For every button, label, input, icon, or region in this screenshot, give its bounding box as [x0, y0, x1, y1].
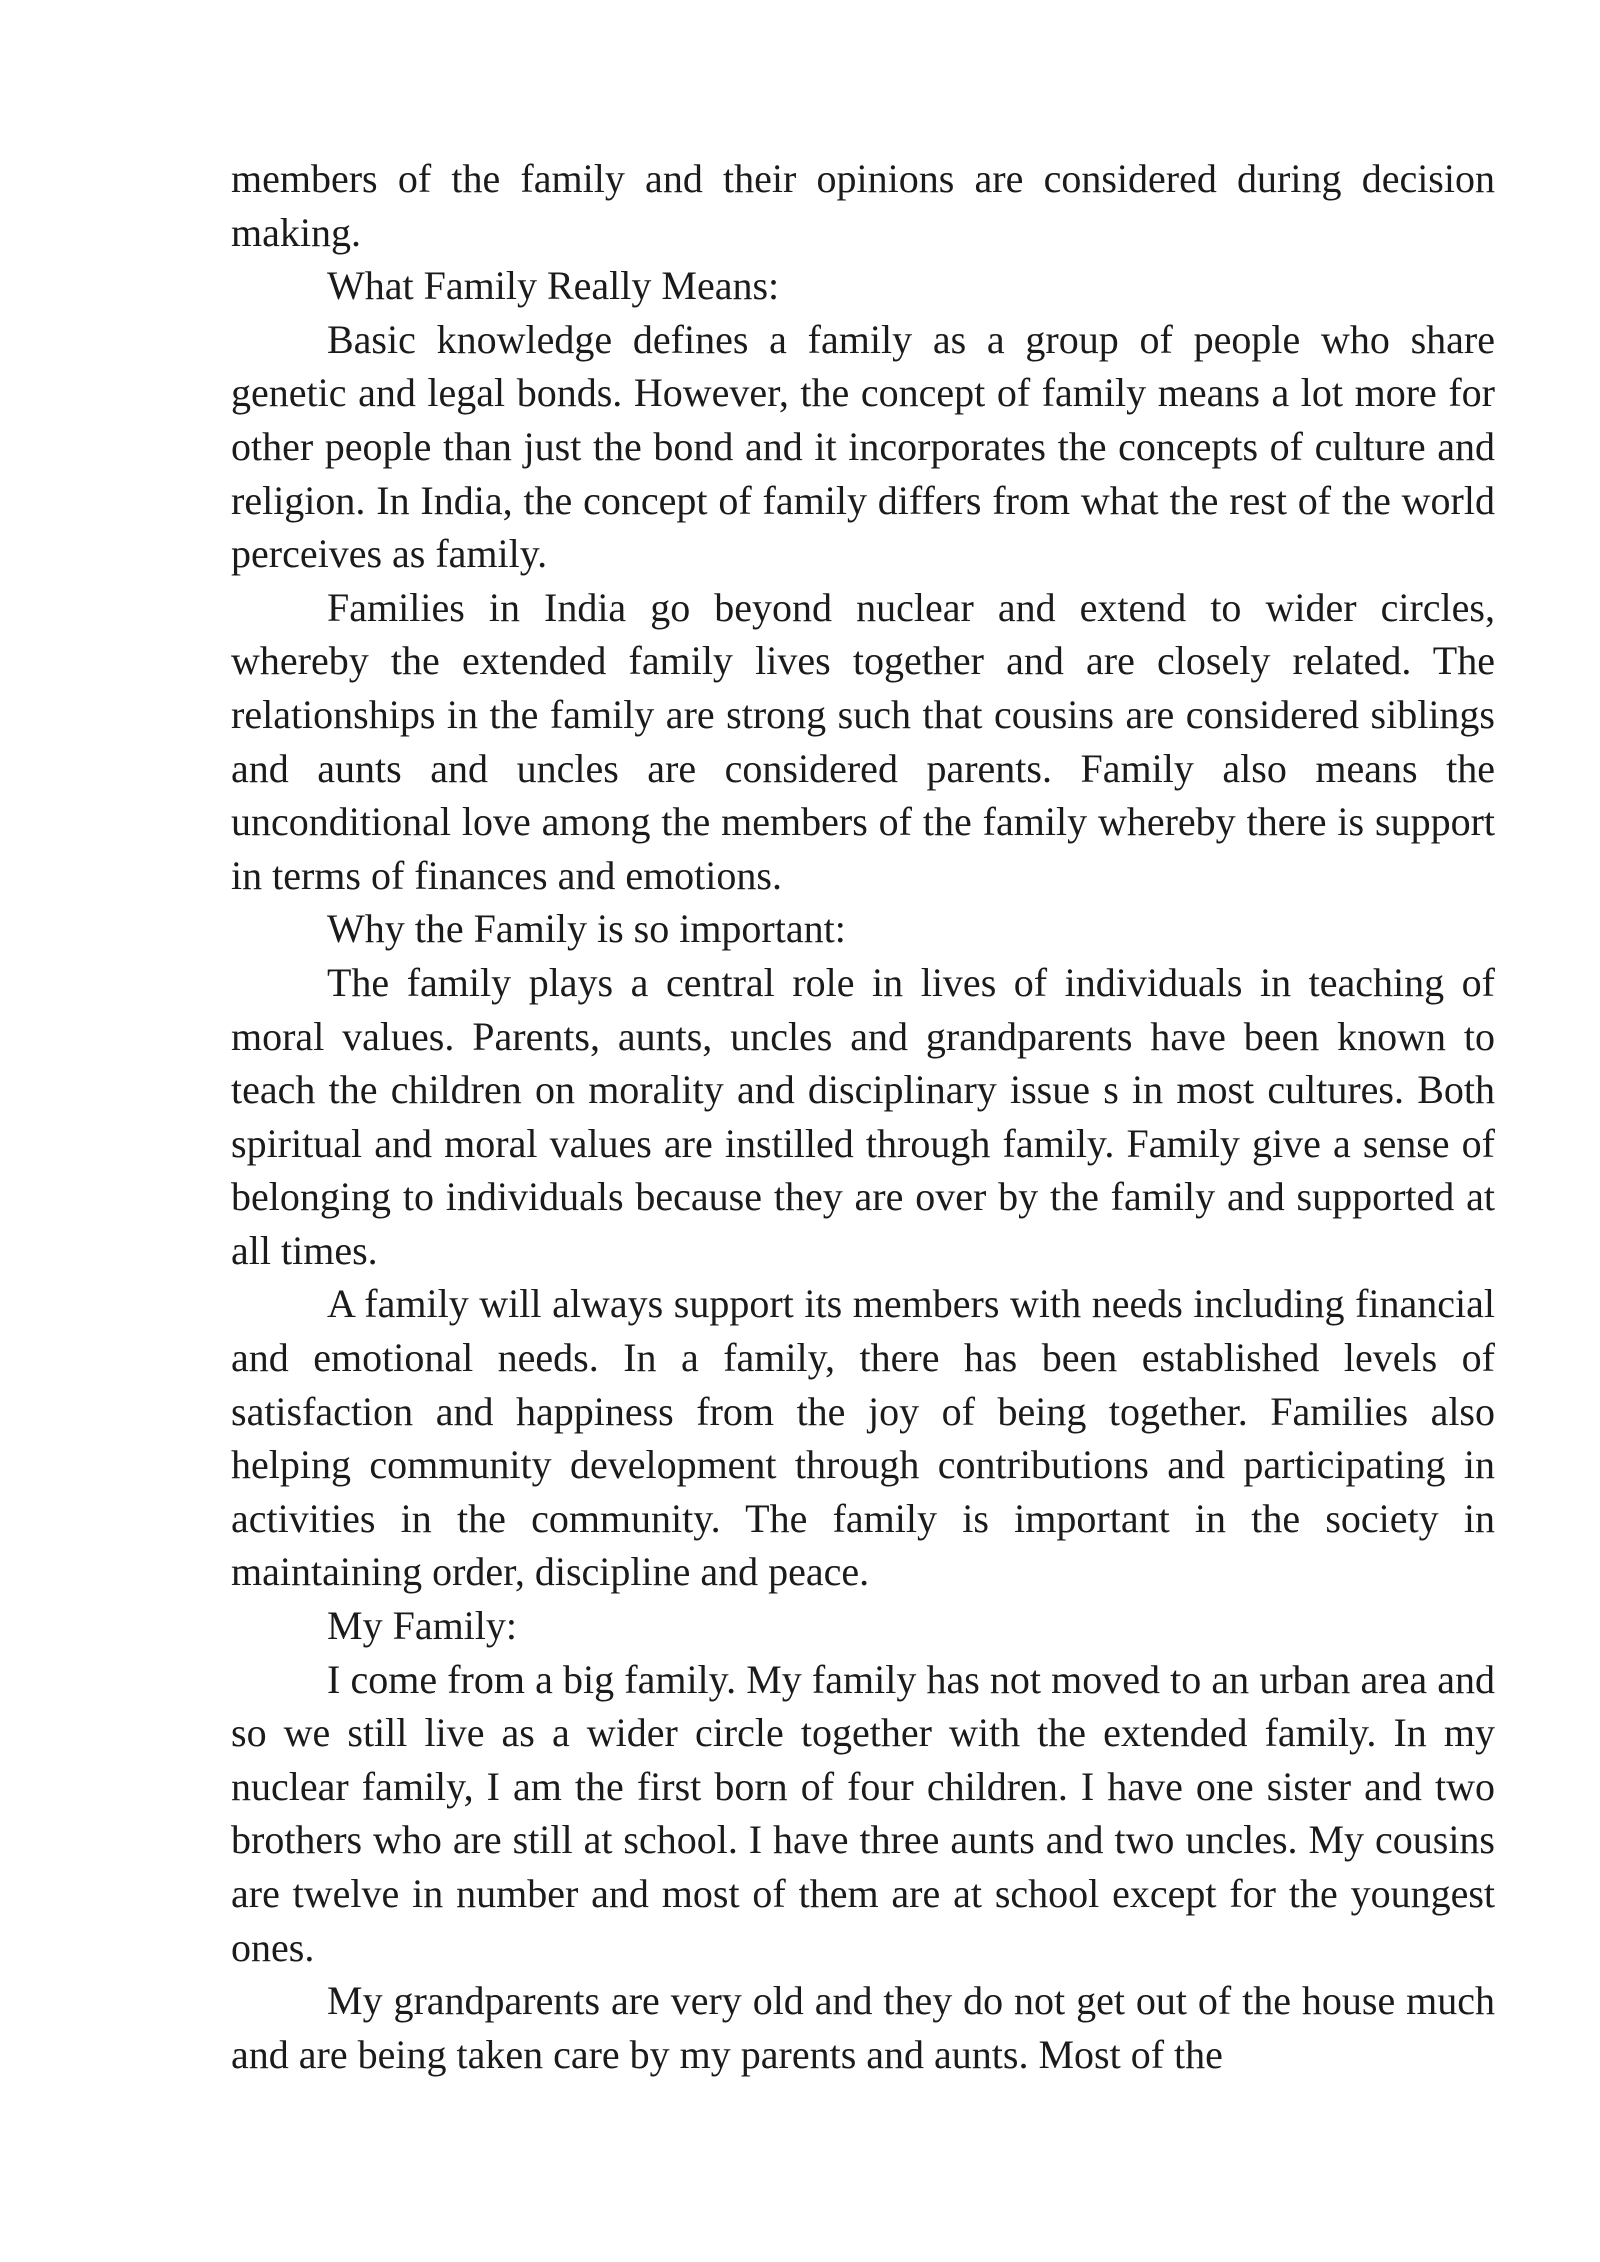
paragraph-continuation: members of the family and their opinions are considered during decision making.	[231, 156, 1495, 255]
section-heading-my-family: My Family:	[327, 1603, 518, 1649]
paragraph-big-family: I come from a big family. My family has not moved to an urban area and so we still live as a wider circle together with the extended family. In my nuclear family, I am the first born of four children. I have one sister and two brothers who are still at school. I have three aunts and two uncles. My cousins are twelve in number and most of them are at school except for the youngest ones.	[231, 1656, 1495, 1970]
paragraph-family-definition: Basic knowledge defines a family as a group of people who share genetic and legal bonds. However, the concept of family means a lot more for other people than just the bond and it incorporates the concepts of culture and religion. In India, the concept of family differs from what the rest of the world perceives as family.	[231, 316, 1495, 577]
paragraph-grandparents: My grandparents are very old and they do not get out of the house much and are being taken care by my parents and aunts. Most of the	[231, 1978, 1495, 2077]
paragraph-family-support: A family will always support its members with needs including financial and emotional needs. In a family, there has been established levels of satisfaction and happiness from the joy of being together. Families also helping community development through contributions and participating in activities in the community. The family is important in the society in maintaining order, discipline and peace.	[231, 1281, 1495, 1595]
paragraph-moral-values: The family plays a central role in lives of individuals in teaching of moral values. Parents, aunts, uncles and grandparents have been known to teach the children on morality and disciplinary issue s in most cultures. Both spiritual and moral values are instilled through family. Family give a sense of belonging to individuals because they are over by the family and supported at all times.	[231, 959, 1495, 1273]
section-heading-why-important: Why the Family is so important:	[327, 906, 846, 952]
document-page	[231, 152, 1495, 2081]
section-heading-what-family-means: What Family Really Means:	[327, 263, 780, 309]
paragraph-families-in-india: Families in India go beyond nuclear and extend to wider circles, whereby the extended family lives together and are closely related. The relationships in the family are strong such that cousins are considered siblings and aunts and uncles are considered parents. Family also means the unconditional love among the members of the family whereby there is support in terms of finances and emotions.	[231, 584, 1495, 898]
